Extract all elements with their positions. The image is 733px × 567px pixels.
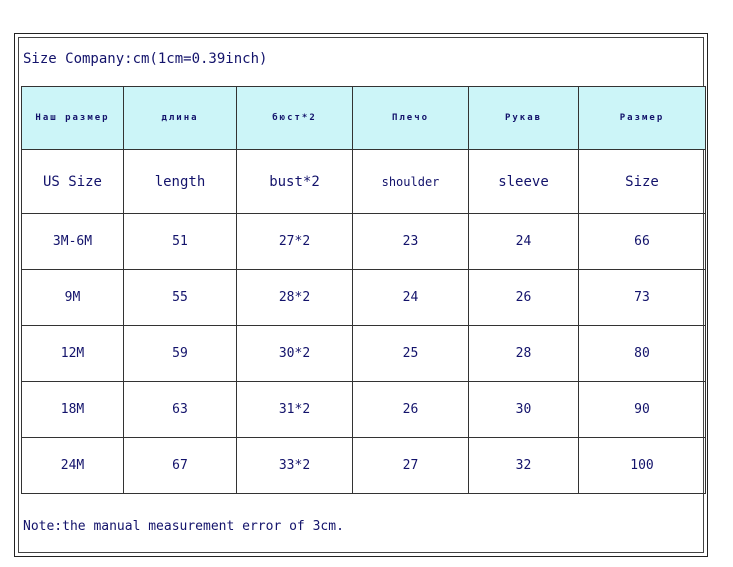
- cell-bust: 28*2: [237, 270, 353, 326]
- size-chart-title: Size Company:cm(1cm=0.39inch): [23, 51, 268, 67]
- subheader-sleeve: sleeve: [469, 150, 579, 214]
- cell-length: 63: [124, 382, 237, 438]
- header-cell-sleeve: Рукав: [469, 87, 579, 150]
- cell-shoulder: 27: [353, 438, 469, 494]
- cell-bust: 30*2: [237, 326, 353, 382]
- cell-shoulder: 24: [353, 270, 469, 326]
- cell-sleeve: 32: [469, 438, 579, 494]
- table-row: [22, 270, 706, 326]
- cell-length: 59: [124, 326, 237, 382]
- cell-size: 73: [579, 270, 706, 326]
- cell-size: 66: [579, 214, 706, 270]
- cell-us-size: 24M: [22, 438, 124, 494]
- table-row: [22, 326, 706, 382]
- cell-sleeve: 28: [469, 326, 579, 382]
- cell-us-size: 12M: [22, 326, 124, 382]
- cell-shoulder: 23: [353, 214, 469, 270]
- header-cell-shoulder: Плечо: [353, 87, 469, 150]
- cell-us-size: 18M: [22, 382, 124, 438]
- subheader-bust: bust*2: [237, 150, 353, 214]
- header-row-english: [22, 150, 706, 214]
- subheader-length: length: [124, 150, 237, 214]
- header-cell-length: длина: [124, 87, 237, 150]
- cell-bust: 33*2: [237, 438, 353, 494]
- cell-sleeve: 26: [469, 270, 579, 326]
- cell-size: 90: [579, 382, 706, 438]
- subheader-shoulder: shoulder: [353, 150, 469, 214]
- cell-bust: 27*2: [237, 214, 353, 270]
- table-row: [22, 382, 706, 438]
- cell-bust: 31*2: [237, 382, 353, 438]
- cell-size: 100: [579, 438, 706, 494]
- header-cell-size: Размер: [579, 87, 706, 150]
- measurement-note: Note:the manual measurement error of 3cm.: [23, 519, 344, 534]
- cell-us-size: 3M-6M: [22, 214, 124, 270]
- cell-shoulder: 26: [353, 382, 469, 438]
- cell-length: 55: [124, 270, 237, 326]
- cell-us-size: 9M: [22, 270, 124, 326]
- header-cell-our-size: Наш размер: [22, 87, 124, 150]
- table-row: [22, 438, 706, 494]
- header-row-russian: [22, 87, 706, 150]
- size-chart-inner-frame: [18, 37, 704, 553]
- table-row: [22, 214, 706, 270]
- header-cell-bust: бюст*2: [237, 87, 353, 150]
- subheader-us-size: US Size: [22, 150, 124, 214]
- cell-sleeve: 30: [469, 382, 579, 438]
- cell-shoulder: 25: [353, 326, 469, 382]
- cell-length: 67: [124, 438, 237, 494]
- cell-length: 51: [124, 214, 237, 270]
- cell-sleeve: 24: [469, 214, 579, 270]
- cell-size: 80: [579, 326, 706, 382]
- subheader-size: Size: [579, 150, 706, 214]
- size-chart-frame: [14, 33, 708, 557]
- size-table: [21, 86, 706, 494]
